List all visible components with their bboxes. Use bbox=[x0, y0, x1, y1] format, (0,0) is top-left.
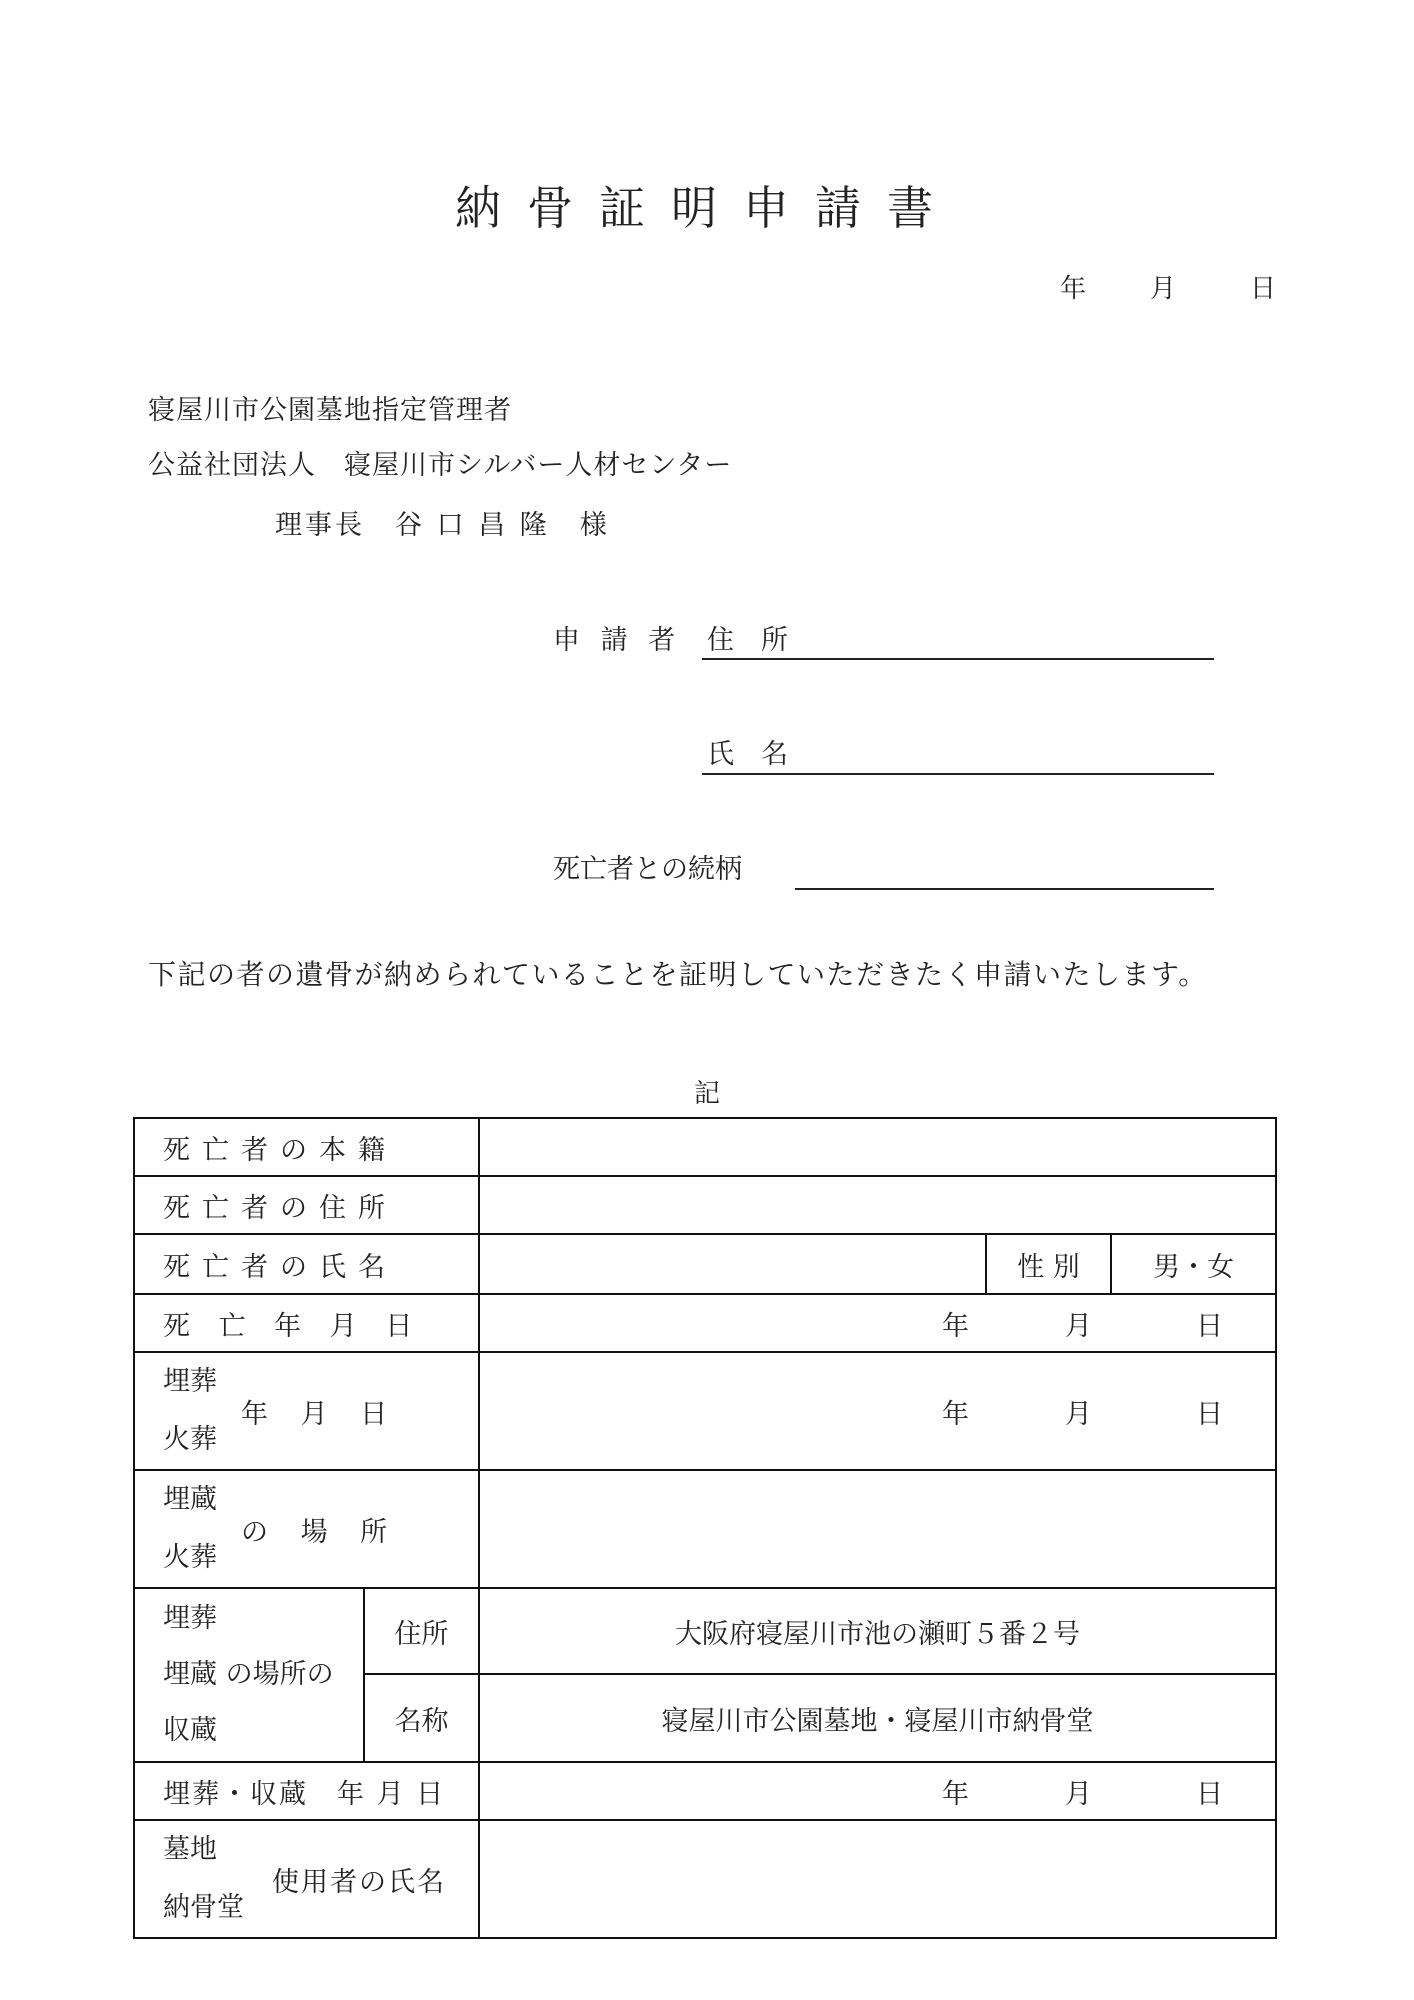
field-death-date[interactable] bbox=[479, 1294, 1276, 1352]
certificate-table bbox=[133, 1117, 1277, 1939]
burial-year: 年 bbox=[942, 1398, 970, 1430]
burial-day: 日 bbox=[1196, 1398, 1224, 1430]
loc-mid: 埋蔵 の場所の bbox=[163, 1659, 334, 1690]
applicant-address-label: 住 所 bbox=[707, 625, 788, 656]
place-top: 埋蔵 bbox=[163, 1484, 217, 1515]
label-interment-date: 埋葬・収蔵 年 月 日 bbox=[134, 1762, 479, 1820]
loc-top: 埋葬 bbox=[163, 1603, 217, 1634]
label-death-date bbox=[134, 1294, 479, 1352]
inter-day: 日 bbox=[1196, 1778, 1224, 1810]
field-sex[interactable]: 男・女 bbox=[1111, 1234, 1276, 1294]
burial-top: 埋葬 bbox=[163, 1366, 217, 1397]
label-honseki: 死亡者の本籍 bbox=[134, 1118, 479, 1176]
field-deceased-name[interactable] bbox=[479, 1234, 986, 1294]
label-loc-name: 名称 bbox=[364, 1674, 479, 1762]
death-day: 日 bbox=[1196, 1310, 1224, 1342]
field-loc-name: 寝屋川市公園墓地・寝屋川市納骨堂 bbox=[479, 1674, 1276, 1762]
relation-line[interactable] bbox=[795, 888, 1214, 890]
burial-rest: 年 月 日 bbox=[241, 1398, 400, 1430]
label-death-date-text: 死 亡 年 月 日 bbox=[163, 1310, 423, 1342]
place-bottom: 火葬 bbox=[163, 1542, 217, 1573]
field-loc-address: 大阪府寝屋川市池の瀬町５番２号 bbox=[479, 1588, 1276, 1674]
page-title: 納骨証明申請書 bbox=[455, 181, 959, 235]
user-rest: 使用者の氏名 bbox=[272, 1866, 446, 1898]
applicant-name-line[interactable] bbox=[702, 773, 1214, 775]
field-burial-date[interactable] bbox=[479, 1352, 1276, 1470]
addressee-line-1: 寝屋川市公園墓地指定管理者 bbox=[148, 395, 512, 426]
label-loc-address: 住所 bbox=[364, 1588, 479, 1674]
label-location bbox=[134, 1588, 364, 1762]
field-deceased-address[interactable] bbox=[479, 1176, 1276, 1234]
addressee-line-2: 公益社団法人 寝屋川市シルバー人材センター bbox=[148, 450, 733, 481]
death-month: 月 bbox=[1065, 1310, 1093, 1342]
user-bottom: 納骨堂 bbox=[163, 1892, 244, 1923]
field-burial-place[interactable] bbox=[479, 1470, 1276, 1588]
death-year: 年 bbox=[942, 1310, 970, 1342]
date-day-label: 日 bbox=[1250, 274, 1277, 304]
label-user-name bbox=[134, 1820, 479, 1938]
field-interment-date[interactable] bbox=[479, 1762, 1276, 1820]
label-burial-place bbox=[134, 1470, 479, 1588]
field-honseki[interactable] bbox=[479, 1118, 1276, 1176]
ki-heading: 記 bbox=[693, 1079, 720, 1109]
inter-year: 年 bbox=[942, 1778, 970, 1810]
date-year-label: 年 bbox=[1060, 274, 1087, 304]
label-deceased-name: 死亡者の氏名 bbox=[134, 1234, 479, 1294]
burial-bottom: 火葬 bbox=[163, 1424, 217, 1455]
burial-month: 月 bbox=[1065, 1398, 1093, 1430]
inter-month: 月 bbox=[1065, 1778, 1093, 1810]
label-burial-date bbox=[134, 1352, 479, 1470]
field-user-name[interactable] bbox=[479, 1820, 1276, 1938]
user-top: 墓地 bbox=[163, 1834, 217, 1865]
label-deceased-address: 死亡者の住所 bbox=[134, 1176, 479, 1234]
request-text: 下記の者の遺骨が納められていることを証明していただきたく申請いたします。 bbox=[148, 958, 1208, 991]
applicant-address-line[interactable] bbox=[702, 658, 1214, 660]
addressee-line-3: 理事長 谷 口 昌 隆 様 bbox=[275, 510, 610, 541]
relation-label: 死亡者との続柄 bbox=[553, 854, 742, 885]
applicant-label: 申 請 者 bbox=[553, 625, 682, 656]
applicant-name-label: 氏 名 bbox=[707, 739, 788, 770]
date-month-label: 月 bbox=[1150, 274, 1177, 304]
loc-bottom: 収蔵 bbox=[163, 1715, 217, 1746]
place-rest: の 場 所 bbox=[241, 1516, 400, 1548]
label-sex: 性 別 bbox=[986, 1234, 1111, 1294]
